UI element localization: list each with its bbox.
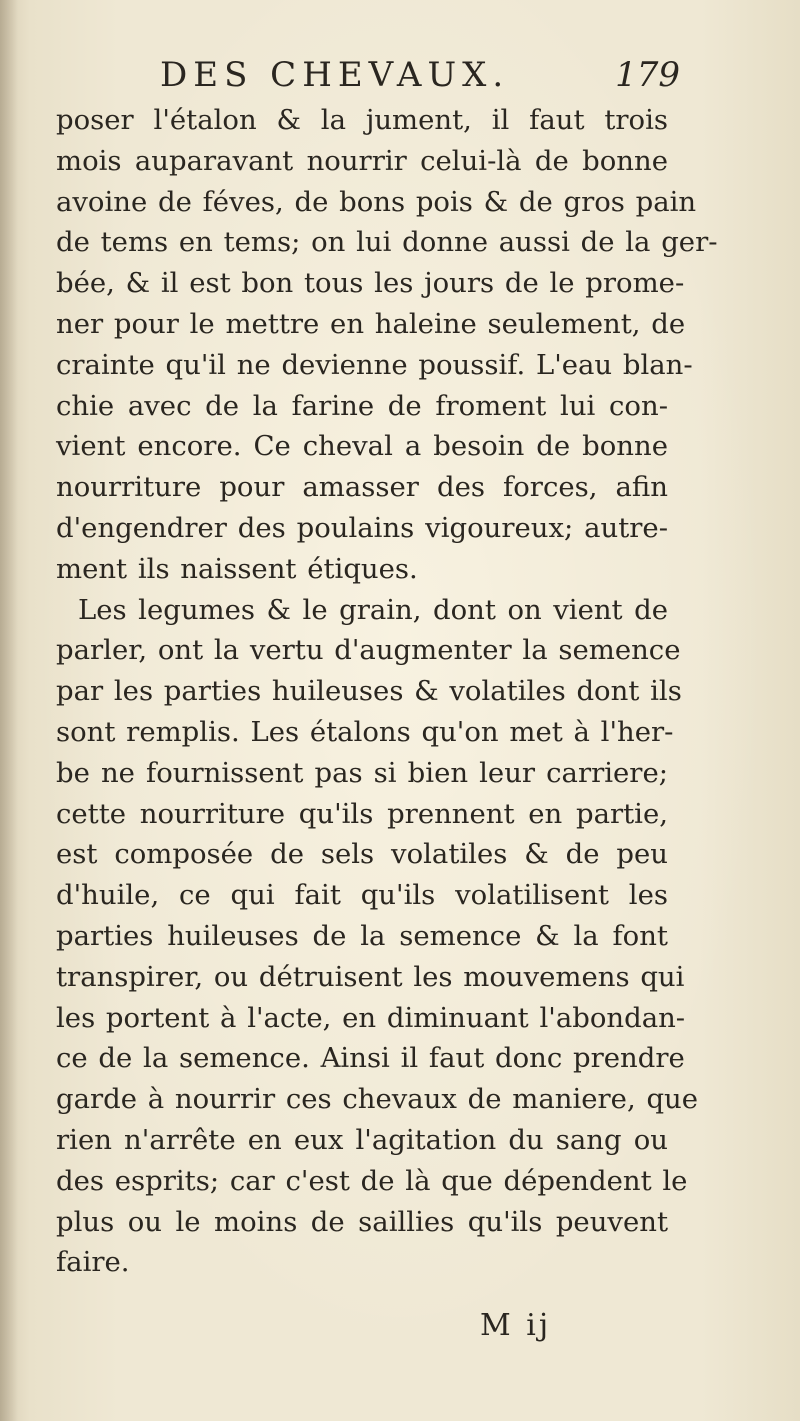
text-line: d'engendrer des poulains vigoureux; autre- [56, 511, 668, 544]
page-number: 179 [615, 55, 680, 95]
text-line: des esprits; car c'est de là que dépendent le [56, 1164, 688, 1197]
signature-mark: M ij [480, 1308, 552, 1343]
text-line: d'huile, ce qui fait qu'ils volatilisent les [56, 879, 668, 912]
text-line: transpirer, ou détruisent les mouvemens qui [56, 960, 685, 993]
text-line: de tems en tems; on lui donne aussi de la ger- [56, 226, 718, 259]
text-line: crainte qu'il ne devienne poussif. L'eau blan- [56, 348, 693, 381]
text-line: mois auparavant nourrir celui-là de bonne [56, 144, 668, 177]
body-text [56, 100, 718, 1283]
text-line: bée, & il est bon tous les jours de le prome- [56, 267, 685, 300]
text-line: garde à nourrir ces chevaux de maniere, que [56, 1083, 699, 1116]
text-line: nourriture pour amasser des forces, afin [56, 471, 668, 504]
running-head-title: DES CHEVAUX. [160, 55, 510, 95]
text-line: sont remplis. Les étalons qu'on met à l'her- [56, 715, 674, 748]
text-line: faire. [56, 1246, 130, 1279]
text-line: chie avec de la farine de froment lui con- [56, 389, 668, 422]
text-line: avoine de féves, de bons pois & de gros pain [56, 185, 697, 218]
text-line: par les parties huileuses & volatiles dont ils [56, 675, 682, 708]
text-line: ment ils naissent étiques. [56, 552, 418, 585]
text-line: poser l'étalon & la jument, il faut trois [56, 104, 668, 136]
text-line: vient encore. Ce cheval a besoin de bonne [56, 430, 668, 463]
text-line: Les legumes & le grain, dont on vient de [78, 593, 668, 626]
text-line: les portent à l'acte, en diminuant l'abondan- [56, 1001, 686, 1034]
gutter-shadow [0, 0, 18, 1421]
text-line: parties huileuses de la semence & la font [56, 919, 668, 952]
text-line: cette nourriture qu'ils prennent en partie, [56, 797, 668, 830]
text-line: rien n'arrête en eux l'agitation du sang ou [56, 1123, 668, 1156]
running-head [160, 52, 680, 98]
text-line: plus ou le moins de saillies qu'ils peuvent [56, 1205, 668, 1238]
text-line: be ne fournissent pas si bien leur carriere; [56, 756, 668, 789]
text-line: ner pour le mettre en haleine seulement, de [56, 307, 686, 340]
text-line: parler, ont la vertu d'augmenter la semence [56, 634, 681, 667]
text-line: ce de la semence. Ainsi il faut donc prendre [56, 1042, 685, 1075]
text-line: est composée de sels volatiles & de peu [56, 838, 668, 871]
